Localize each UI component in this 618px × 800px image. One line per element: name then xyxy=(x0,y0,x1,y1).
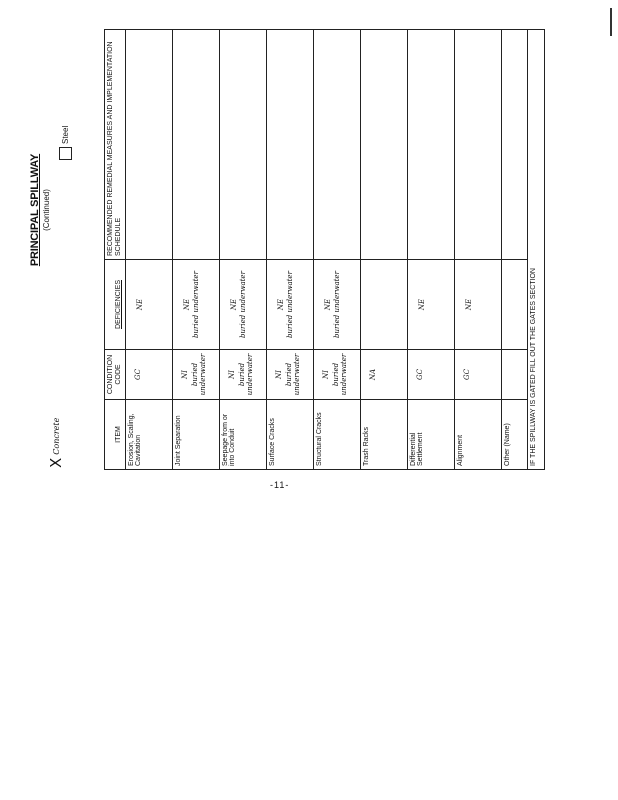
item-cell: Alignment xyxy=(455,400,502,470)
condition-code-value: NI xyxy=(228,370,236,379)
empty-checkbox-icon xyxy=(59,147,72,160)
deficiencies-cell[interactable] xyxy=(314,260,361,350)
recommended-measures-cell[interactable] xyxy=(173,30,220,260)
condition-code-value: NA xyxy=(369,368,377,381)
concrete-option[interactable] xyxy=(47,417,65,468)
table-row xyxy=(408,30,455,470)
recommended-measures-cell[interactable] xyxy=(502,30,528,260)
spillway-inspection-table xyxy=(104,29,545,470)
column-header-recommended-measures: RECOMMENDED REMEDIAL MEASURES AND IMPLEMENTATION SCHEDULE xyxy=(105,30,126,260)
condition-code-cell[interactable] xyxy=(220,350,267,400)
condition-code-note: buried underwater xyxy=(238,353,254,396)
table-row xyxy=(361,30,408,470)
item-cell: Other (Name) xyxy=(502,400,528,470)
form-subtitle: (Continued) xyxy=(42,189,51,231)
page-number: -11- xyxy=(270,480,290,490)
condition-code-cell[interactable] xyxy=(267,350,314,400)
deficiencies-value: NE xyxy=(277,298,285,311)
condition-code-cell[interactable] xyxy=(173,350,220,400)
recommended-measures-cell[interactable] xyxy=(455,30,502,260)
deficiencies-value: NE xyxy=(230,298,238,311)
deficiencies-note: buried underwater xyxy=(286,271,294,338)
form-title: PRINCIPAL SPILLWAY xyxy=(29,153,41,267)
deficiencies-note: buried underwater xyxy=(192,271,200,338)
table-row xyxy=(173,30,220,470)
deficiencies-cell[interactable] xyxy=(408,260,455,350)
item-cell: Differential Settlement xyxy=(408,400,455,470)
recommended-measures-cell[interactable] xyxy=(314,30,361,260)
scan-edge-mark xyxy=(610,8,612,36)
condition-code-value: GC xyxy=(416,369,424,380)
table-row xyxy=(502,30,528,470)
item-cell: Joint Separation xyxy=(173,400,220,470)
deficiencies-cell[interactable] xyxy=(267,260,314,350)
condition-code-cell[interactable] xyxy=(455,350,502,400)
steel-option[interactable] xyxy=(59,126,72,160)
steel-option-label: Steel xyxy=(61,125,70,144)
table-footer-row xyxy=(528,30,545,470)
condition-code-note: buried underwater xyxy=(191,353,207,396)
column-header-item: ITEM xyxy=(105,400,126,470)
recommended-measures-cell[interactable] xyxy=(126,30,173,260)
table-row xyxy=(126,30,173,470)
rotated-form xyxy=(29,30,537,470)
column-header-deficiencies: DEFICIENCIES xyxy=(105,260,126,350)
recommended-measures-cell[interactable] xyxy=(220,30,267,260)
recommended-measures-cell[interactable] xyxy=(267,30,314,260)
table-row xyxy=(455,30,502,470)
deficiencies-cell[interactable] xyxy=(361,260,408,350)
deficiencies-note: buried underwater xyxy=(333,271,341,338)
deficiencies-cell[interactable] xyxy=(220,260,267,350)
deficiencies-note: buried underwater xyxy=(239,271,247,338)
deficiencies-cell[interactable] xyxy=(126,260,173,350)
condition-code-note: buried underwater xyxy=(285,353,301,396)
condition-code-cell[interactable] xyxy=(408,350,455,400)
column-header-condition-code: CONDITION CODE xyxy=(105,350,126,400)
table-header-row xyxy=(105,30,126,470)
recommended-measures-cell[interactable] xyxy=(361,30,408,260)
condition-code-cell[interactable] xyxy=(314,350,361,400)
concrete-option-label: Concrete xyxy=(52,417,61,455)
item-cell: Trash Racks xyxy=(361,400,408,470)
condition-code-cell[interactable] xyxy=(126,350,173,400)
deficiencies-value: NE xyxy=(465,298,473,311)
condition-code-cell[interactable] xyxy=(361,350,408,400)
condition-code-value: NI xyxy=(275,370,283,379)
recommended-measures-cell[interactable] xyxy=(408,30,455,260)
item-cell: Erosion, Scaling, Cavitation xyxy=(126,400,173,470)
deficiencies-cell[interactable] xyxy=(502,260,528,350)
table-row xyxy=(267,30,314,470)
table-row xyxy=(314,30,361,470)
gated-spillway-instruction: IF THE SPILLWAY IS GATED FILL OUT THE GATES SECTION xyxy=(528,30,545,470)
deficiencies-value: NE xyxy=(136,298,144,311)
item-cell: Surface Cracks xyxy=(267,400,314,470)
deficiencies-value: NE xyxy=(183,298,191,311)
condition-code-note: buried underwater xyxy=(332,353,348,396)
form-title-block xyxy=(29,120,51,300)
table-row xyxy=(220,30,267,470)
item-cell: Seepage from or into Conduit xyxy=(220,400,267,470)
x-check-mark-icon: X xyxy=(47,457,65,468)
condition-code-value: GC xyxy=(134,369,142,380)
condition-code-value: NI xyxy=(322,370,330,379)
item-cell: Structural Cracks xyxy=(314,400,361,470)
deficiencies-cell[interactable] xyxy=(173,260,220,350)
deficiencies-value: NE xyxy=(324,298,332,311)
deficiencies-value: NE xyxy=(418,298,426,311)
condition-code-value: NI xyxy=(181,370,189,379)
condition-code-cell[interactable] xyxy=(502,350,528,400)
condition-code-value: GC xyxy=(463,369,471,380)
deficiencies-cell[interactable] xyxy=(455,260,502,350)
